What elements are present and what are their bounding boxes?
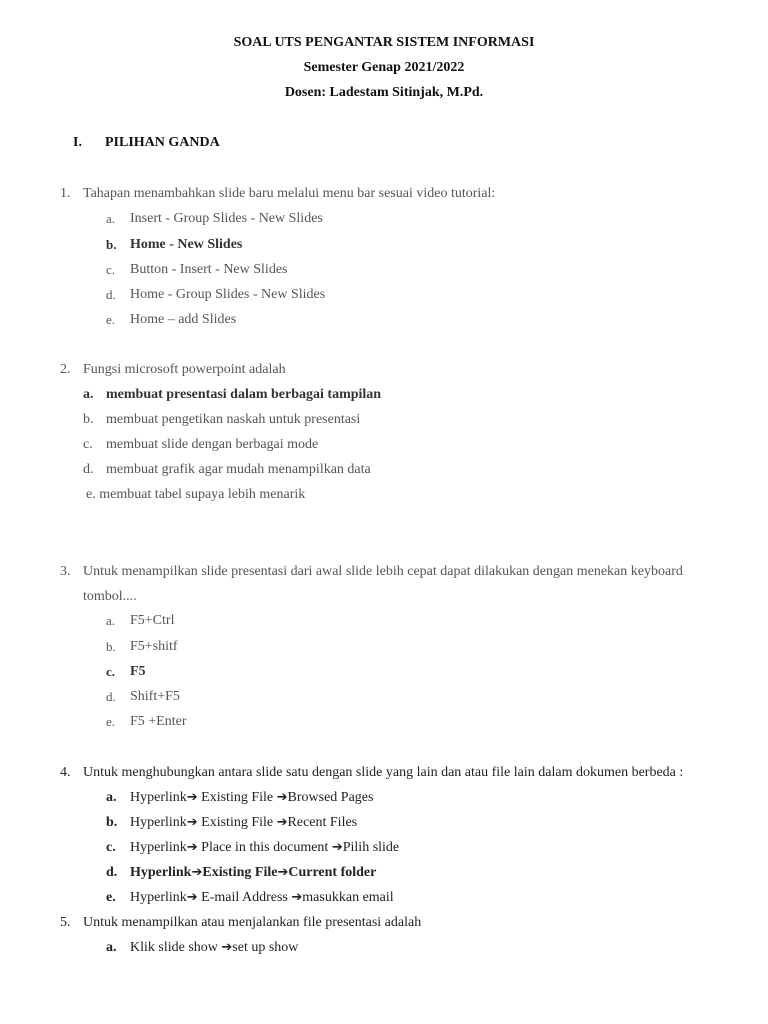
section-number: I. — [73, 135, 82, 150]
option-marker: a. — [106, 613, 116, 628]
option-text — [130, 790, 373, 806]
option-text — [130, 840, 399, 856]
option-marker: a. — [106, 940, 117, 955]
arrow-right-icon: ➔ — [186, 890, 198, 905]
option-part: Existing File — [197, 815, 277, 830]
arrow-right-icon: ➔ — [191, 865, 203, 880]
option-text: Button - Insert - New Slides — [130, 262, 288, 277]
question-number: 5. — [60, 915, 71, 930]
arrow-right-icon: ➔ — [331, 840, 343, 855]
option-part: Pilih slide — [342, 840, 400, 855]
option-part: Current folder — [288, 865, 377, 880]
option-text: Shift+F5 — [130, 689, 180, 704]
option-text-answer: membuat presentasi dalam berbagai tampilan — [106, 387, 382, 402]
option-part: Place in this document — [197, 840, 332, 855]
option-marker: d. — [106, 287, 116, 302]
option-marker: c. — [106, 262, 116, 277]
option-marker: b. — [106, 639, 116, 654]
option-text — [130, 815, 357, 831]
question-text: Untuk menampilkan slide presentasi dari awal slide lebih cepat dapat dilakukan dengan menekan keyboard — [83, 564, 683, 579]
arrow-right-icon: ➔ — [276, 790, 288, 805]
option-text: F5+Ctrl — [130, 613, 175, 628]
option-marker: a. — [106, 211, 116, 226]
option-text: membuat grafik agar mudah menampilkan data — [106, 462, 371, 477]
option-text — [130, 940, 298, 956]
option-marker: e. — [106, 890, 116, 905]
option-marker: b. — [83, 412, 94, 427]
option-marker: a. — [83, 387, 94, 402]
option-text-answer: Home - New Slides — [130, 237, 243, 252]
option-text-answer: F5 — [130, 664, 146, 679]
option-marker: c. — [106, 664, 116, 679]
option-part: Klik slide show — [130, 940, 222, 955]
option-part: Hyperlink — [130, 790, 187, 805]
option-text: Insert - Group Slides - New Slides — [130, 211, 323, 226]
option-text: F5 +Enter — [130, 714, 187, 729]
option-part: Hyperlink — [130, 815, 187, 830]
option-text: e. membuat tabel supaya lebih menarik — [86, 487, 306, 502]
option-text: Home – add Slides — [130, 312, 237, 327]
option-part: Hyperlink — [130, 890, 187, 905]
option-part: set up show — [232, 940, 299, 955]
option-part: Recent Files — [287, 815, 358, 830]
question-number: 2. — [60, 362, 71, 377]
option-text: membuat slide dengan berbagai mode — [106, 437, 319, 452]
option-part: masukkan email — [302, 890, 394, 905]
option-text: F5+shitf — [130, 639, 178, 654]
question-text: Fungsi microsoft powerpoint adalah — [83, 362, 286, 377]
option-marker: d. — [106, 865, 118, 880]
section-title: PILIHAN GANDA — [105, 135, 220, 150]
semester-line: Semester Genap 2021/2022 — [303, 60, 465, 75]
option-marker: e. — [106, 714, 116, 729]
question-text-continued: tombol.... — [83, 589, 137, 604]
option-marker: b. — [106, 815, 118, 830]
arrow-right-icon: ➔ — [186, 815, 198, 830]
question-text: Tahapan menambahkan slide baru melalui menu bar sesuai video tutorial: — [83, 186, 496, 201]
option-part: Hyperlink — [130, 840, 187, 855]
arrow-right-icon: ➔ — [291, 890, 303, 905]
arrow-right-icon: ➔ — [221, 940, 233, 955]
option-marker: c. — [106, 840, 116, 855]
arrow-right-icon: ➔ — [186, 840, 198, 855]
option-marker: e. — [106, 312, 116, 327]
option-part: E-mail Address — [197, 890, 292, 905]
option-part: Existing File — [197, 790, 277, 805]
option-marker: c. — [83, 437, 93, 452]
arrow-right-icon: ➔ — [186, 790, 198, 805]
question-number: 3. — [60, 564, 71, 579]
question-text: Untuk menghubungkan antara slide satu dengan slide yang lain dan atau file lain dalam dokumen berbeda : — [83, 765, 684, 780]
option-text — [130, 890, 394, 906]
option-text: Home - Group Slides - New Slides — [130, 287, 326, 302]
option-text: membuat pengetikan naskah untuk presentasi — [106, 412, 361, 427]
option-part: Hyperlink — [130, 865, 192, 880]
arrow-right-icon: ➔ — [276, 815, 288, 830]
option-text-answer — [130, 865, 376, 881]
option-marker: d. — [83, 462, 94, 477]
arrow-right-icon: ➔ — [277, 865, 289, 880]
document-title: SOAL UTS PENGANTAR SISTEM INFORMASI — [233, 35, 535, 50]
option-marker: d. — [106, 689, 116, 704]
question-number: 1. — [60, 186, 71, 201]
lecturer-line: Dosen: Ladestam Sitinjak, M.Pd. — [284, 85, 484, 100]
option-marker: a. — [106, 790, 117, 805]
option-part: Browsed Pages — [287, 790, 374, 805]
option-marker: b. — [106, 237, 117, 252]
question-text: Untuk menampilkan atau menjalankan file presentasi adalah — [83, 915, 422, 930]
question-number: 4. — [60, 765, 71, 780]
option-part: Existing File — [202, 865, 278, 880]
